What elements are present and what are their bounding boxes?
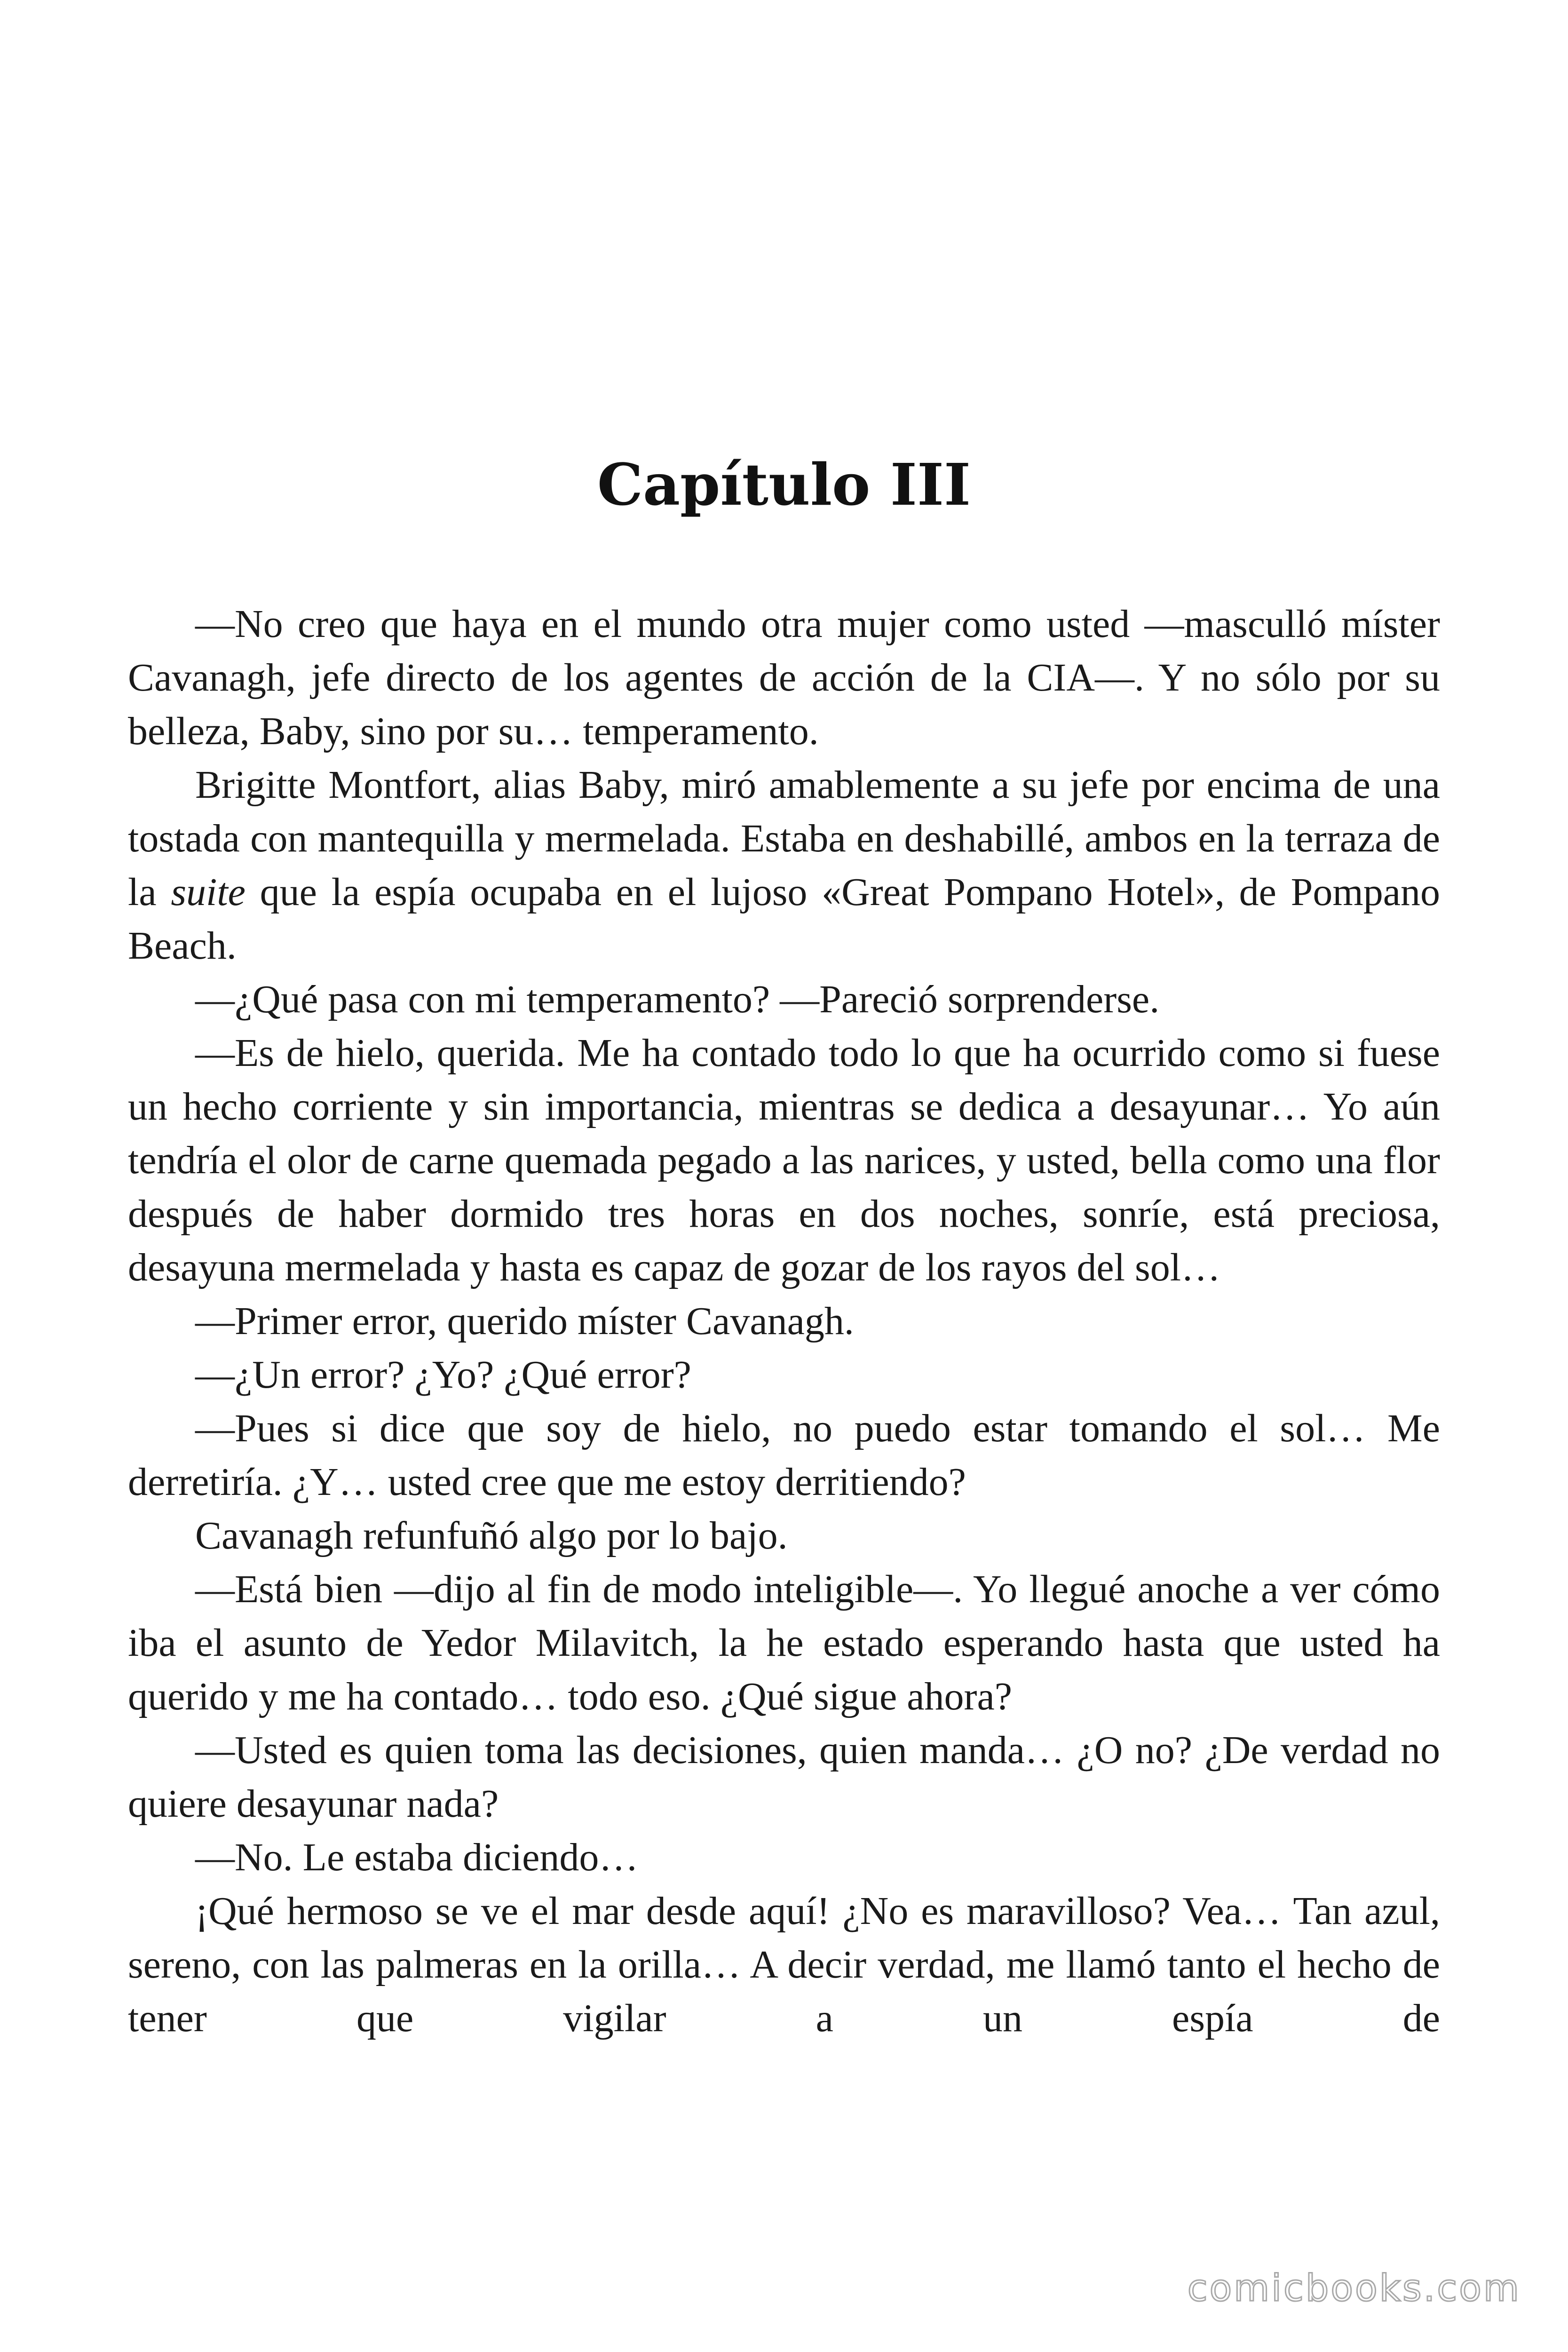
paragraph: —Es de hielo, querida. Me ha contado todo lo que ha ocurrido como si fuese un hecho corriente y sin importancia, mientras se dedica a desayunar… Yo aún tendría el olor de carne quemada pegado a las narices, y usted, bella como una flor después de haber dormido tres horas en dos noches, sonríe, está preciosa, desayuna mermelada y hasta es capaz de gozar de los rayos del sol… xyxy=(128,1031,1440,1289)
paragraph: —¿Un error? ¿Yo? ¿Qué error? xyxy=(195,1353,691,1397)
chapter-body xyxy=(128,597,1440,2045)
paragraph: Brigitte Montfort, alias Baby, miró amablemente a su jefe por encima de una tostada con mantequilla y mermelada. Estaba en deshabillé, ambos en la terraza de la suite que la espía ocupaba en el lujoso «Great Pompano Hotel», de Pompano Beach. xyxy=(128,763,1440,968)
emphasized-word: suite xyxy=(171,870,245,914)
paragraph: Cavanagh refunfuñó algo por lo bajo. xyxy=(195,1514,788,1557)
paragraph: —¿Qué pasa con mi temperamento? —Pareció sorprenderse. xyxy=(195,977,1160,1021)
chapter-title: Capítulo III xyxy=(597,451,971,518)
paragraph: —Pues si dice que soy de hielo, no puedo estar tomando el sol… Me derretiría. ¿Y… usted cree que me estoy derritiendo? xyxy=(128,1406,1440,1504)
paragraph: ¡Qué hermoso se ve el mar desde aquí! ¿No es maravilloso? Vea… Tan azul, sereno, con las palmeras en la orilla… A decir verdad, me llamó tanto el hecho de tener que vigilar a un espía de xyxy=(128,1889,1440,2040)
paragraph: —No. Le estaba diciendo… xyxy=(195,1836,639,1879)
watermark: comicbooks.com xyxy=(1187,2267,1521,2310)
paragraph: —Usted es quien toma las decisiones, quien manda… ¿O no? ¿De verdad no quiere desayunar nada? xyxy=(128,1728,1440,1826)
paragraph: —Está bien —dijo al fin de modo inteligible—. Yo llegué anoche a ver cómo iba el asunto de Yedor Milavitch, la he estado esperando hasta que usted ha querido y me ha contado… todo eso. ¿Qué sigue ahora? xyxy=(128,1567,1440,1718)
paragraph: —Primer error, querido míster Cavanagh. xyxy=(195,1299,854,1343)
paragraph: —No creo que haya en el mundo otra mujer como usted —masculló míster Cavanagh, jefe directo de los agentes de acción de la CIA—. Y no sólo por su belleza, Baby, sino por su… temperamento. xyxy=(128,602,1440,753)
